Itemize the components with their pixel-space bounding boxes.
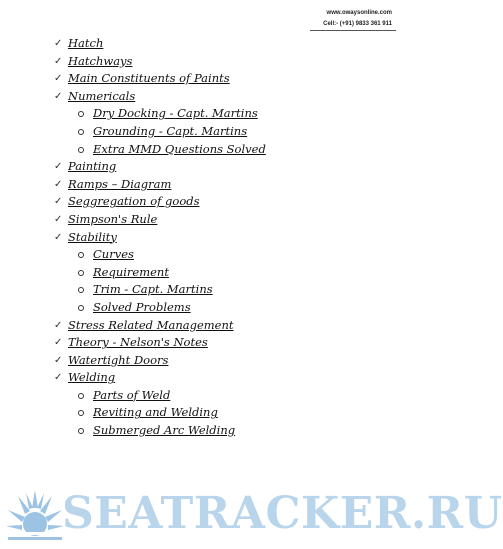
circle-icon <box>78 147 84 153</box>
topic-link[interactable]: Watertight Doors <box>68 352 169 367</box>
topic-list <box>52 35 402 440</box>
circle-icon <box>78 270 84 276</box>
subtopic-link[interactable]: Trim - Capt. Martins <box>93 282 213 297</box>
topic-link[interactable]: Welding <box>68 370 116 385</box>
list-item <box>52 88 402 106</box>
list-item <box>52 352 402 370</box>
list-item <box>52 35 402 53</box>
circle-icon <box>78 410 84 416</box>
sub-list-item <box>52 264 402 282</box>
website-url[interactable]: www.owaysonline.com <box>326 10 392 16</box>
subtopic-link[interactable]: Grounding - Capt. Martins <box>93 123 248 138</box>
check-icon: ✓ <box>54 55 63 67</box>
check-icon: ✓ <box>54 231 63 243</box>
list-item <box>52 229 402 247</box>
circle-icon <box>78 428 84 434</box>
topic-link[interactable]: Stability <box>68 229 117 244</box>
sub-list-item <box>52 422 402 440</box>
list-item <box>52 334 402 352</box>
topic-link[interactable]: Ramps – Diagram <box>68 176 172 191</box>
check-icon: ✓ <box>54 372 63 384</box>
list-item <box>52 70 402 88</box>
check-icon: ✓ <box>54 161 63 173</box>
circle-icon <box>78 252 84 258</box>
sub-list-item <box>52 246 402 264</box>
subtopic-link[interactable]: Solved Problems <box>93 299 191 314</box>
check-icon: ✓ <box>54 178 63 190</box>
sub-list-item <box>52 404 402 422</box>
circle-icon <box>78 111 84 117</box>
check-icon: ✓ <box>54 337 63 349</box>
topic-link[interactable]: Stress Related Management <box>68 317 234 332</box>
subtopic-link[interactable]: Submerged Arc Welding <box>93 423 236 438</box>
watermark-text: SEATRACKER.RU <box>62 488 503 539</box>
sub-list-item <box>52 123 402 141</box>
sub-list-item <box>52 281 402 299</box>
list-item <box>52 317 402 335</box>
topic-link[interactable]: Theory - Nelson's Notes <box>68 335 208 350</box>
sub-list-item <box>52 387 402 405</box>
list-item <box>52 369 402 387</box>
watermark <box>0 484 503 549</box>
check-icon: ✓ <box>54 73 63 85</box>
check-icon: ✓ <box>54 213 63 225</box>
page-header <box>323 8 392 30</box>
topic-link[interactable]: Seggregation of goods <box>68 194 200 209</box>
sub-list-item <box>52 299 402 317</box>
subtopic-link[interactable]: Curves <box>93 247 134 262</box>
check-icon: ✓ <box>54 354 63 366</box>
list-item <box>52 53 402 71</box>
subtopic-link[interactable]: Extra MMD Questions Solved <box>93 141 266 156</box>
topic-link[interactable]: Numericals <box>68 88 136 103</box>
circle-icon <box>78 287 84 293</box>
sun-icon <box>6 486 64 544</box>
sub-list-item <box>52 105 402 123</box>
list-item <box>52 158 402 176</box>
topic-link[interactable]: Hatchways <box>68 53 133 68</box>
topic-link[interactable]: Simpson's Rule <box>68 211 158 226</box>
subtopic-link[interactable]: Dry Docking - Capt. Martins <box>93 106 258 121</box>
list-item <box>52 211 402 229</box>
check-icon: ✓ <box>54 90 63 102</box>
sub-list-item <box>52 141 402 159</box>
check-icon: ✓ <box>54 319 63 331</box>
topic-link[interactable]: Painting <box>68 159 117 174</box>
header-divider <box>310 30 396 31</box>
circle-icon <box>78 393 84 399</box>
subtopic-link[interactable]: Parts of Weld <box>93 387 171 402</box>
subtopic-link[interactable]: Requirement <box>93 264 169 279</box>
check-icon: ✓ <box>54 196 63 208</box>
check-icon: ✓ <box>54 38 63 49</box>
list-item <box>52 176 402 194</box>
topic-link[interactable]: Hatch <box>68 36 104 50</box>
topic-link[interactable]: Main Constituents of Paints <box>68 71 230 86</box>
subtopic-link[interactable]: Reviting and Welding <box>93 405 218 420</box>
circle-icon <box>78 305 84 311</box>
list-item <box>52 193 402 211</box>
phone-number: Cell:- (+91) 9833 361 911 <box>323 21 392 27</box>
circle-icon <box>78 129 84 135</box>
